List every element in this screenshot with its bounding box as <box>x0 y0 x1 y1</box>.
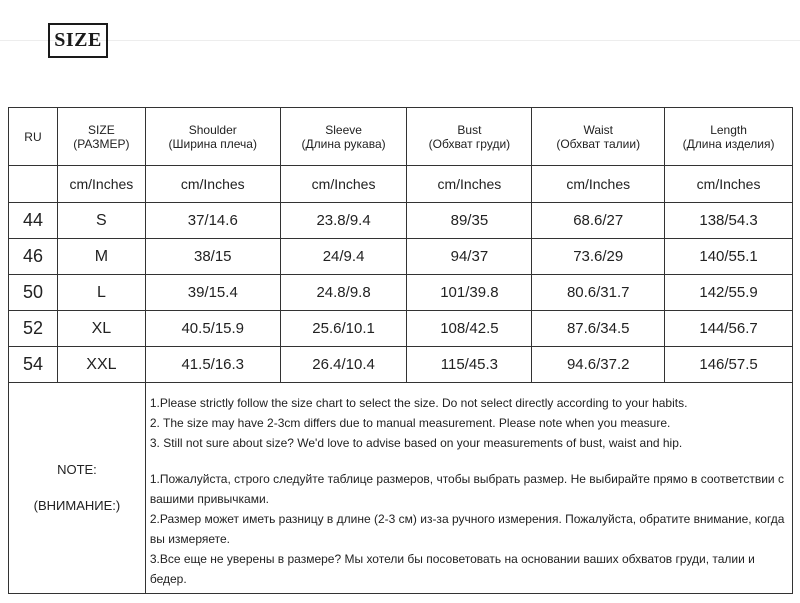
header-size: SIZE (РАЗМЕР) <box>57 108 145 166</box>
note-row <box>9 383 793 594</box>
header-waist: Waist (Обхват талии) <box>532 108 665 166</box>
size-cell: M <box>57 239 145 275</box>
note-line-en: 1.Please strictly follow the size chart to select the size. Do not select directly according to your habits. <box>149 396 688 410</box>
note-line-ru: 2.Размер может иметь разницу в длине (2-3 см) из-за ручного измерения. Пожалуйста, обратите внимание, когда вы измеряете. <box>149 512 785 546</box>
shoulder-cell: 41.5/16.3 <box>145 347 280 383</box>
header-sleeve: Sleeve (Длина рукава) <box>280 108 407 166</box>
bust-cell: 115/45.3 <box>407 347 532 383</box>
note-line-en: 2. The size may have 2-3cm differs due to manual measurement. Please note when you measure. <box>149 416 671 430</box>
unit-cell: cm/Inches <box>57 166 145 203</box>
table-row <box>9 239 793 275</box>
top-divider <box>0 40 800 41</box>
bust-cell: 89/35 <box>407 203 532 239</box>
length-cell: 142/55.9 <box>665 275 793 311</box>
bust-cell: 94/37 <box>407 239 532 275</box>
note-label-ru: (ВНИМАНИЕ:) <box>33 498 121 513</box>
size-cell: XXL <box>57 347 145 383</box>
units-row <box>9 166 793 203</box>
shoulder-cell: 40.5/15.9 <box>145 311 280 347</box>
note-label-en: NOTE: <box>57 462 97 477</box>
unit-cell: cm/Inches <box>280 166 407 203</box>
size-cell: XL <box>57 311 145 347</box>
waist-cell: 68.6/27 <box>532 203 665 239</box>
length-cell: 146/57.5 <box>665 347 793 383</box>
ru-size-cell: 50 <box>9 275 58 311</box>
note-line-ru: 1.Пожалуйста, строго следуйте таблице размеров, чтобы выбрать размер. Не выбирайте прямо в соответствии с вашими привычками. <box>149 472 784 506</box>
ru-size-cell: 44 <box>9 203 58 239</box>
size-cell: L <box>57 275 145 311</box>
ru-size-cell: 54 <box>9 347 58 383</box>
header-length: Length (Длина изделия) <box>665 108 793 166</box>
length-cell: 138/54.3 <box>665 203 793 239</box>
bust-cell: 101/39.8 <box>407 275 532 311</box>
header-row <box>9 108 793 166</box>
sleeve-cell: 24/9.4 <box>280 239 407 275</box>
bust-cell: 108/42.5 <box>407 311 532 347</box>
sleeve-cell: 26.4/10.4 <box>280 347 407 383</box>
ru-size-cell: 46 <box>9 239 58 275</box>
shoulder-cell: 39/15.4 <box>145 275 280 311</box>
size-title: SIZE <box>48 23 108 58</box>
note-line-en: 3. Still not sure about size? We'd love to advise based on your measurements of bust, waist and hip. <box>149 436 683 450</box>
sleeve-cell: 23.8/9.4 <box>280 203 407 239</box>
header-ru: RU <box>9 108 58 166</box>
ru-size-cell: 52 <box>9 311 58 347</box>
unit-cell: cm/Inches <box>532 166 665 203</box>
shoulder-cell: 38/15 <box>145 239 280 275</box>
sleeve-cell: 24.8/9.8 <box>280 275 407 311</box>
unit-cell: cm/Inches <box>145 166 280 203</box>
header-bust: Bust (Обхват груди) <box>407 108 532 166</box>
unit-cell: cm/Inches <box>407 166 532 203</box>
header-shoulder: Shoulder (Ширина плеча) <box>145 108 280 166</box>
waist-cell: 73.6/29 <box>532 239 665 275</box>
size-chart-table <box>8 107 793 594</box>
shoulder-cell: 37/14.6 <box>145 203 280 239</box>
table-row <box>9 311 793 347</box>
table-row <box>9 347 793 383</box>
table-row <box>9 203 793 239</box>
unit-cell: cm/Inches <box>665 166 793 203</box>
note-text-cell <box>145 383 792 594</box>
note-label-cell <box>9 383 146 594</box>
length-cell: 140/55.1 <box>665 239 793 275</box>
note-line-ru: 3.Все еще не уверены в размере? Мы хотели бы посоветовать на основании ваших обхватов груди, талии и бедер. <box>149 552 755 586</box>
waist-cell: 80.6/31.7 <box>532 275 665 311</box>
length-cell: 144/56.7 <box>665 311 793 347</box>
waist-cell: 94.6/37.2 <box>532 347 665 383</box>
size-cell: S <box>57 203 145 239</box>
unit-cell <box>9 166 58 203</box>
waist-cell: 87.6/34.5 <box>532 311 665 347</box>
table-row <box>9 275 793 311</box>
sleeve-cell: 25.6/10.1 <box>280 311 407 347</box>
